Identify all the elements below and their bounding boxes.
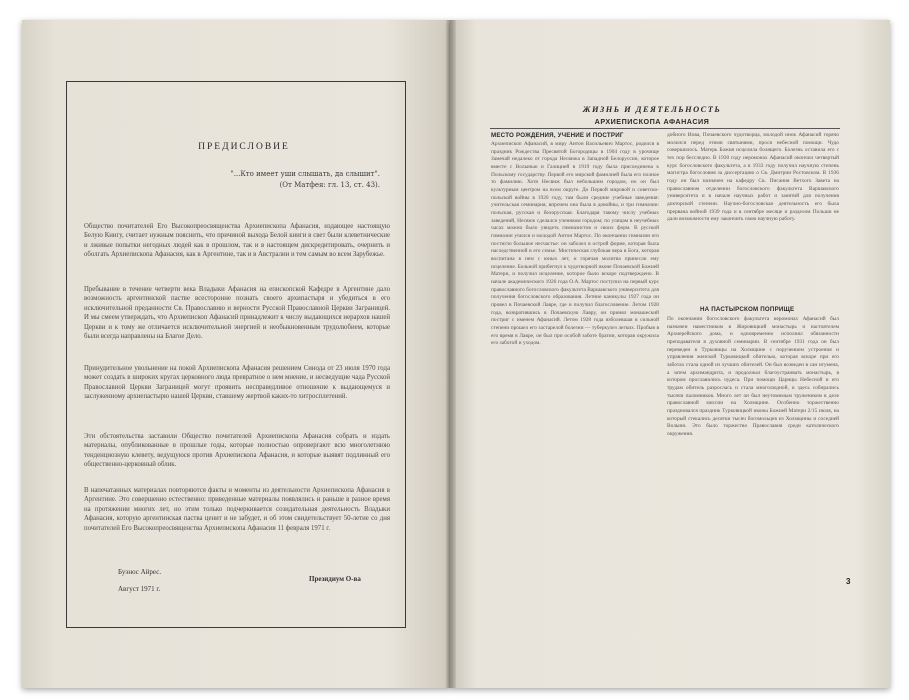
epigraph: "...Кто имеет уши слышать, да слышит". — [230, 170, 380, 178]
section-heading-pastoral: НА ПАСТЫРСКОМ ПОПРИЩЕ — [700, 306, 795, 313]
page-number: 3 — [846, 577, 851, 586]
preface-paragraph-1: Общество почитателей Его Высокопреосвященства Архиепископа Афанасия, издающее настоящую Белую Книгу, считает нужным пояснить, что причиной выхода Белой книги в свет были клеветнические и лживые попытки негодных людей как в прошлом, так и в настоящем дискредитировать, очернить и оболгать Архиепископа Афанасия, как в Аргентине, так и в Австралии и тем самым во всем Зарубежье. — [84, 223, 390, 259]
epigraph-reference: (От Матфея: гл. 13, ст. 43). — [279, 181, 380, 189]
date: Август 1971 г. — [118, 585, 161, 593]
article-title: ЖИЗНЬ И ДЕЯТЕЛЬНОСТЬ — [582, 105, 722, 114]
column-left-text: Архиепископ Афанасий, в миру Антон Васильевич Мартос, родился в праздник Рождества Пресвятой Богородицы в 1904 году в урочище Замечай недалеко от города Несвижа в Западной Белоруссии, которое вместе с Волынью и Галицией в 1919 году была присоединена к Польскому государству. Первой его мирской фамилией была его полное то фамилию. Хотя Несвиж был небольшим городом, но он был культурным центром на всем округе. До Первой мировой и советско-польской войны в 1920 году, там были средние учебные заведения: учительская семинария, впрочем она была в довойны, и три гимназии: польская, русская и белорусская. Благодаря такому числу учебных заведений, Несвиж сделался учеником городом; по улицам в неучебных часах можно было увидеть гимназистов и своих форм. В русской гимназии учился и молодой Антон Мартос. По окончании гимназии его постигло большое несчастье: он заболел в острой форме, которая была наследственной в его семье. Мистическая глубокая вера в Бога, которая воспитана в нем с юных лет, и горячая молитва принесли ему исцеление. Больной прибегнул к чудотворной иконе Почаевской Божией Матери, и получил исцеление, которое было вскоре подтверждено. В начале академического 1926 года О.А. Мартос поступил на первый курс православного богословского факультета Варшавского университета для получения богословского образования. Летние каникулы 1927 года он провел в Почаевской Лавре, где и получил благословение. Летом 1928 года, возвратившись в Почаевскую Лавру, он принял монашеский постриг с именем Афанасий. Летом 1928 года взболевшая в сильной степени прошел его застарелой болезни — туберкулез легких. Пробыв в его время в Лавре, он был при особой заботе братии, которая окружила его заботой и уходом. — [491, 141, 659, 347]
preface-paragraph-3: Принудительное увольнение на покой Архиепископа Афанасия решением Синода от 23 июля 1970 года может создать в широких кругах церковного люда превратное о нем мнение, и несведущие чада Русской Православной Церкви Заграницей могут проявить несправедливое отношение к выдающемуся и заслуженному архиепастырю нашей Церкви, ставшему жертвой каких-то хитросплетений. — [84, 365, 390, 401]
preface-paragraph-5: В напечатанных материалах повторяются факты и моменты из деятельности Архиепископа Афанасия в Аргентине. Это совершенно естественно: приведенные материалы появлялись и раньше в разное время на протяжении многих лет, но этим только подчеркивается созидательная деятельность Владыки Афанасия, которую аргентинская паства ценит и не забудет, и об этом свидетельствует 50-летие со дня почитателей Его Высокопреосвященства Архиепископа Афанасия 11 февраля 1971 г. — [84, 487, 390, 532]
preface-paragraph-4: Эти обстоятельства заставили Общество почитателей Архиепископа Афанасия собрать и издать материалы, опубликованные в прошлые годы, которые полностью опровергают всю многолетнюю тенденциозную клевету, ведущуюся против Архиепископа Афанасия, и которые выявят подлинный его общественно-церковный облик. — [84, 433, 390, 469]
signature: Президиум О-ва — [309, 575, 361, 583]
book-spine — [446, 20, 456, 688]
place: Буэнос Айрес. — [118, 568, 162, 576]
article-subtitle: АРХИЕПИСКОПА АФАНАСИЯ — [594, 117, 710, 126]
preface-title: ПРЕДИСЛОВИЕ — [198, 142, 290, 152]
section-heading-birth: МЕСТО РОЖДЕНИЯ, УЧЕНИЕ И ПОСТРИГ — [491, 132, 624, 139]
title-rule — [490, 128, 840, 129]
preface-paragraph-2: Пребывание в течение четверти века Владыки Афанасия на епископской Кафедре в Аргентине дало возможность аргентинской пастве всесторонне познать своего архипастыря и убедиться в его исключительной преданности Св. Православию и верности Русской Православной Церкви Заграницей. И мы смеем утверждать, что Архиепископ Афанасий принадлежит к числу выдающихся иерархов нашей Церкви и к тому же отличается исключительной энергией и необыкновенным трудолюбием, которые были всегда направлены на Благое Дело. — [84, 286, 390, 340]
column-right-text-bottom: По окончании богословского факультета иеромонах Афанасий был назначен наместником в Жировицкий монастырь и настоятелем Архиерейского дома, и одновременно исполнял обязанности преподавателя в духовной семинарии. В сентябре 1931 года он был переведен в Турковицы на Холмщине с поручением устроения и управления женской Турковицкой обителью, которая вскоре при его заботах стала одной из лучших обителей. Он был возведен в сан игумена, а затем архимандрита, и продолжал благоустраивать монастырь, в котором прославились чудеса. При помощи Царицы Небесной и его трудам обитель разрослась и стала многолюдной, и здесь собирались тысячи паломников. Много лет он был неутомимым тружеником в деле православной миссии на Холмщине. Особенно торжественно праздновался праздник Турковицкой иконы Божией Матери 2/15 июля, на который стекались десятки тысяч богомольцев из Холмщины и соседней Волыни. Это было торжество Православия среди католического окружения. — [667, 316, 839, 438]
column-right-text-top: добного Иова, Почаевского чудотворца, молодой инок Афанасий горячо молился перед этими святынями, прося небесной помощи. Чудо совершилось. Матерь Божия исцелила болящего. Болезнь оставила его с тех пор бесследно. В 1930 году иеромонах Афанасий окончил четвертый курс богословского факультета, а в 1933 году получил научную степень магистра богословия за диссертацию о Св. Дмитрии Ростовском. В 1936 году он был назначен на кафедру Св. Писания Ветхого Завета на православном отделении богословского факультета Варшавского университета и в начале научных работ и занятий для получения докторской степени. Научно-богословская деятельность его была прервана войной 1939 года и в сентябре месяце и разделом Польши не дали возможности ему закончить свою научную работу. — [667, 132, 839, 223]
